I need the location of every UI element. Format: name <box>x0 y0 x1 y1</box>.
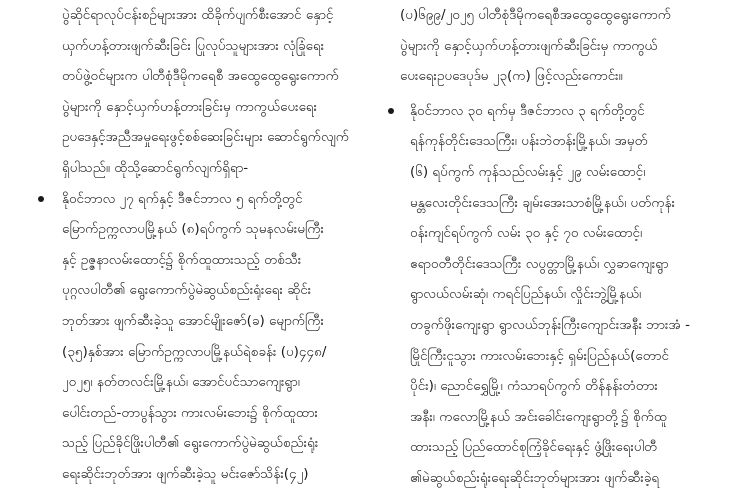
bullet-line: ပိုင်း)၊ ညောင်ရွှေမြို့၊ ကံသာရပ်ကွက် တိန်နန်းတံတား <box>410 378 658 395</box>
bullet-line: ထားသည့် ပြည်ထောင်စုကြံ့ခိုင်ရေးနှင့် ဖွံ့ဖြိုးရေးပါတီ <box>410 439 658 456</box>
bullet-line: တခွက်ဖိုးကျေးရွာ ရွာလယ်ဘုန်းကြီးကျောင်းအနီး ဘားအံ - <box>410 316 690 333</box>
paragraph-line: ဥပဒေနှင့်အညီအမှုရေးဖွင့်စစ်ဆေးခြင်းများ ဆောင်ရွက်လျက် <box>62 129 349 146</box>
paragraph-line: ပွဲဆိုင်ရာလုပ်ငန်းစဉ်များအား ထိခိုက်ပျက်စီးအောင် နှောင့် <box>62 7 334 23</box>
bullet-line: ၏မဲဆွယ်စည်းရုံးရေးဆိုင်းဘုတ်များအား ဖျက်ဆီးခဲ့ရ <box>410 469 660 486</box>
paragraph-line: ပွဲများကို နှောင့်ယှက်ဟန့်တားခြင်းမှ ကာကွယ်ပေးရေး <box>62 98 318 115</box>
bullet-line: ၂၀၂၅၊ နတ်တလင်းမြို့နယ်၊ အောင်ပင်သာကျေးရွာ၊ <box>62 374 300 391</box>
bullet-line: ဝန်းကျင်ရပ်ကွက် လမ်း ၃၀ နှင့် ၇၀ လမ်းထောင့်၊ <box>410 225 643 242</box>
right-column <box>400 0 720 494</box>
bullet-icon <box>388 108 394 114</box>
bullet-line: သည့် ပြည်ခိုင်ဖြိုးပါတီ၏ ရွေးကောက်ပွဲမဲဆွယ်စည်းရုံး <box>62 435 319 452</box>
bullet-line: ဧရာဝတီတိုင်းဒေသကြီး လပွတ္တာမြို့နယ်၊ လွှခာကျေးရွာ <box>410 255 669 272</box>
bullet-line: မြောက်ဥက္ကလာပမြို့နယ် (၈)ရပ်ကွက် သုမနလမ်းမကြီး <box>62 221 324 238</box>
bullet-line: ပုဂ္ဂလပါတီ၏ ရွေးကောက်ပွဲမဲဆွယ်စည်းရုံးရေး ဆိုင်း <box>62 282 312 299</box>
bullet-line: နိုဝင်ဘာလ ၂၇ ရက်နှင့် ဒီဇင်ဘာလ ၅ ရက်တို့တွင် <box>62 190 303 207</box>
bullet-line: ပေါင်းတည်-တာပွန်သွား ကားလမ်းဘေး၌ စိုက်ထူထား <box>62 404 318 421</box>
bullet-line: နိုဝင်ဘာလ ၃၀ ရက်မှ ဒီဇင်ဘာလ ၃ ရက်တို့တွင် <box>410 102 645 119</box>
bullet-line: (၃၅)နှစ်အား မြောက်ဥက္ကလာပမြို့နယ်ရဲစခန်း (ပ)၄၄၈/ <box>62 343 327 360</box>
bullet-item <box>34 184 354 490</box>
paragraph-line: ရှိပါသည်။ ထိုသို့ဆောင်ရွက်လျက်ရှိရာ- <box>62 159 249 176</box>
bullet-line: ရွာလယ်လမ်းဆုံ၊ ကရင်ပြည်နယ်၊ လှိုင်းဘွဲ့မြို့နယ်၊ <box>410 286 642 303</box>
paragraph-line: ပွဲများကို နှောင့်ယှက်ဟန့်တားဖျက်ဆီးခြင်းမှ ကာကွယ် <box>400 37 658 54</box>
left-column <box>34 0 354 490</box>
bullet-line: အနီး၊ ကလောမြို့နယ် အင်းခေါင်းကျေးရွာတို့၌ စိုက်ထူ <box>410 408 667 425</box>
bullet-item <box>400 96 720 494</box>
bullet-line: မန္တလေးတိုင်းဒေသကြီး ချမ်းအေးသာစံမြို့နယ်၊ ပတ်ကုန်း <box>410 194 675 211</box>
paragraph-line: ပေးရေးဥပဒေပုဒ်မ ၂၃(က) ဖြင့်လည်းကောင်း။ <box>400 68 623 85</box>
bullet-line: ဘုတ်အား ဖျက်ဆီးခဲ့သူ အောင်မျိုးဇော်(ခ) မျောက်ကြီး <box>62 312 324 329</box>
bullet-line: (၆) ရပ်ကွက် ကုန်သည်လမ်းနှင့် ၂၉ လမ်းထောင့်၊ <box>410 163 646 180</box>
bullet-icon <box>38 196 44 202</box>
bullet-line: ရန်ကုန်တိုင်းဒေသကြီး၊ ပန်းဘဲတန်းမြို့နယ်၊ အမှတ် <box>410 133 648 150</box>
bullet-line: မြိုင်ကြီးငူသွား ကားလမ်းဘေးနှင့် ရှမ်းပြည်နယ်(တောင် <box>410 347 669 364</box>
paragraph-line: တပ်ဖွဲ့ဝင်များက ပါတီစုံဒီမိုကရေစီ အထွေထွေရွေးကောက် <box>62 68 339 85</box>
paragraph-line: ယှက်ဟန့်တားဖျက်ဆီးခြင်း ပြုလုပ်သူများအား လုံခြုံရေး <box>62 37 325 54</box>
paragraph-line: (ပ)၆၉၉/၂၀၂၅ ပါတီစုံဒီမိုကရေစီအထွေထွေရွေးကောက် <box>400 7 671 23</box>
bullet-line: ရေးဆိုင်းဘုတ်အား ဖျက်ဆီးခဲ့သူ မင်းဇော်သိန်း(၄၂) <box>62 465 309 482</box>
bullet-line: နှင့် ဥဇ္ဇနာလမ်းထောင့်၌ စိုက်ထူထားသည့် တစ်သီး <box>62 251 302 268</box>
